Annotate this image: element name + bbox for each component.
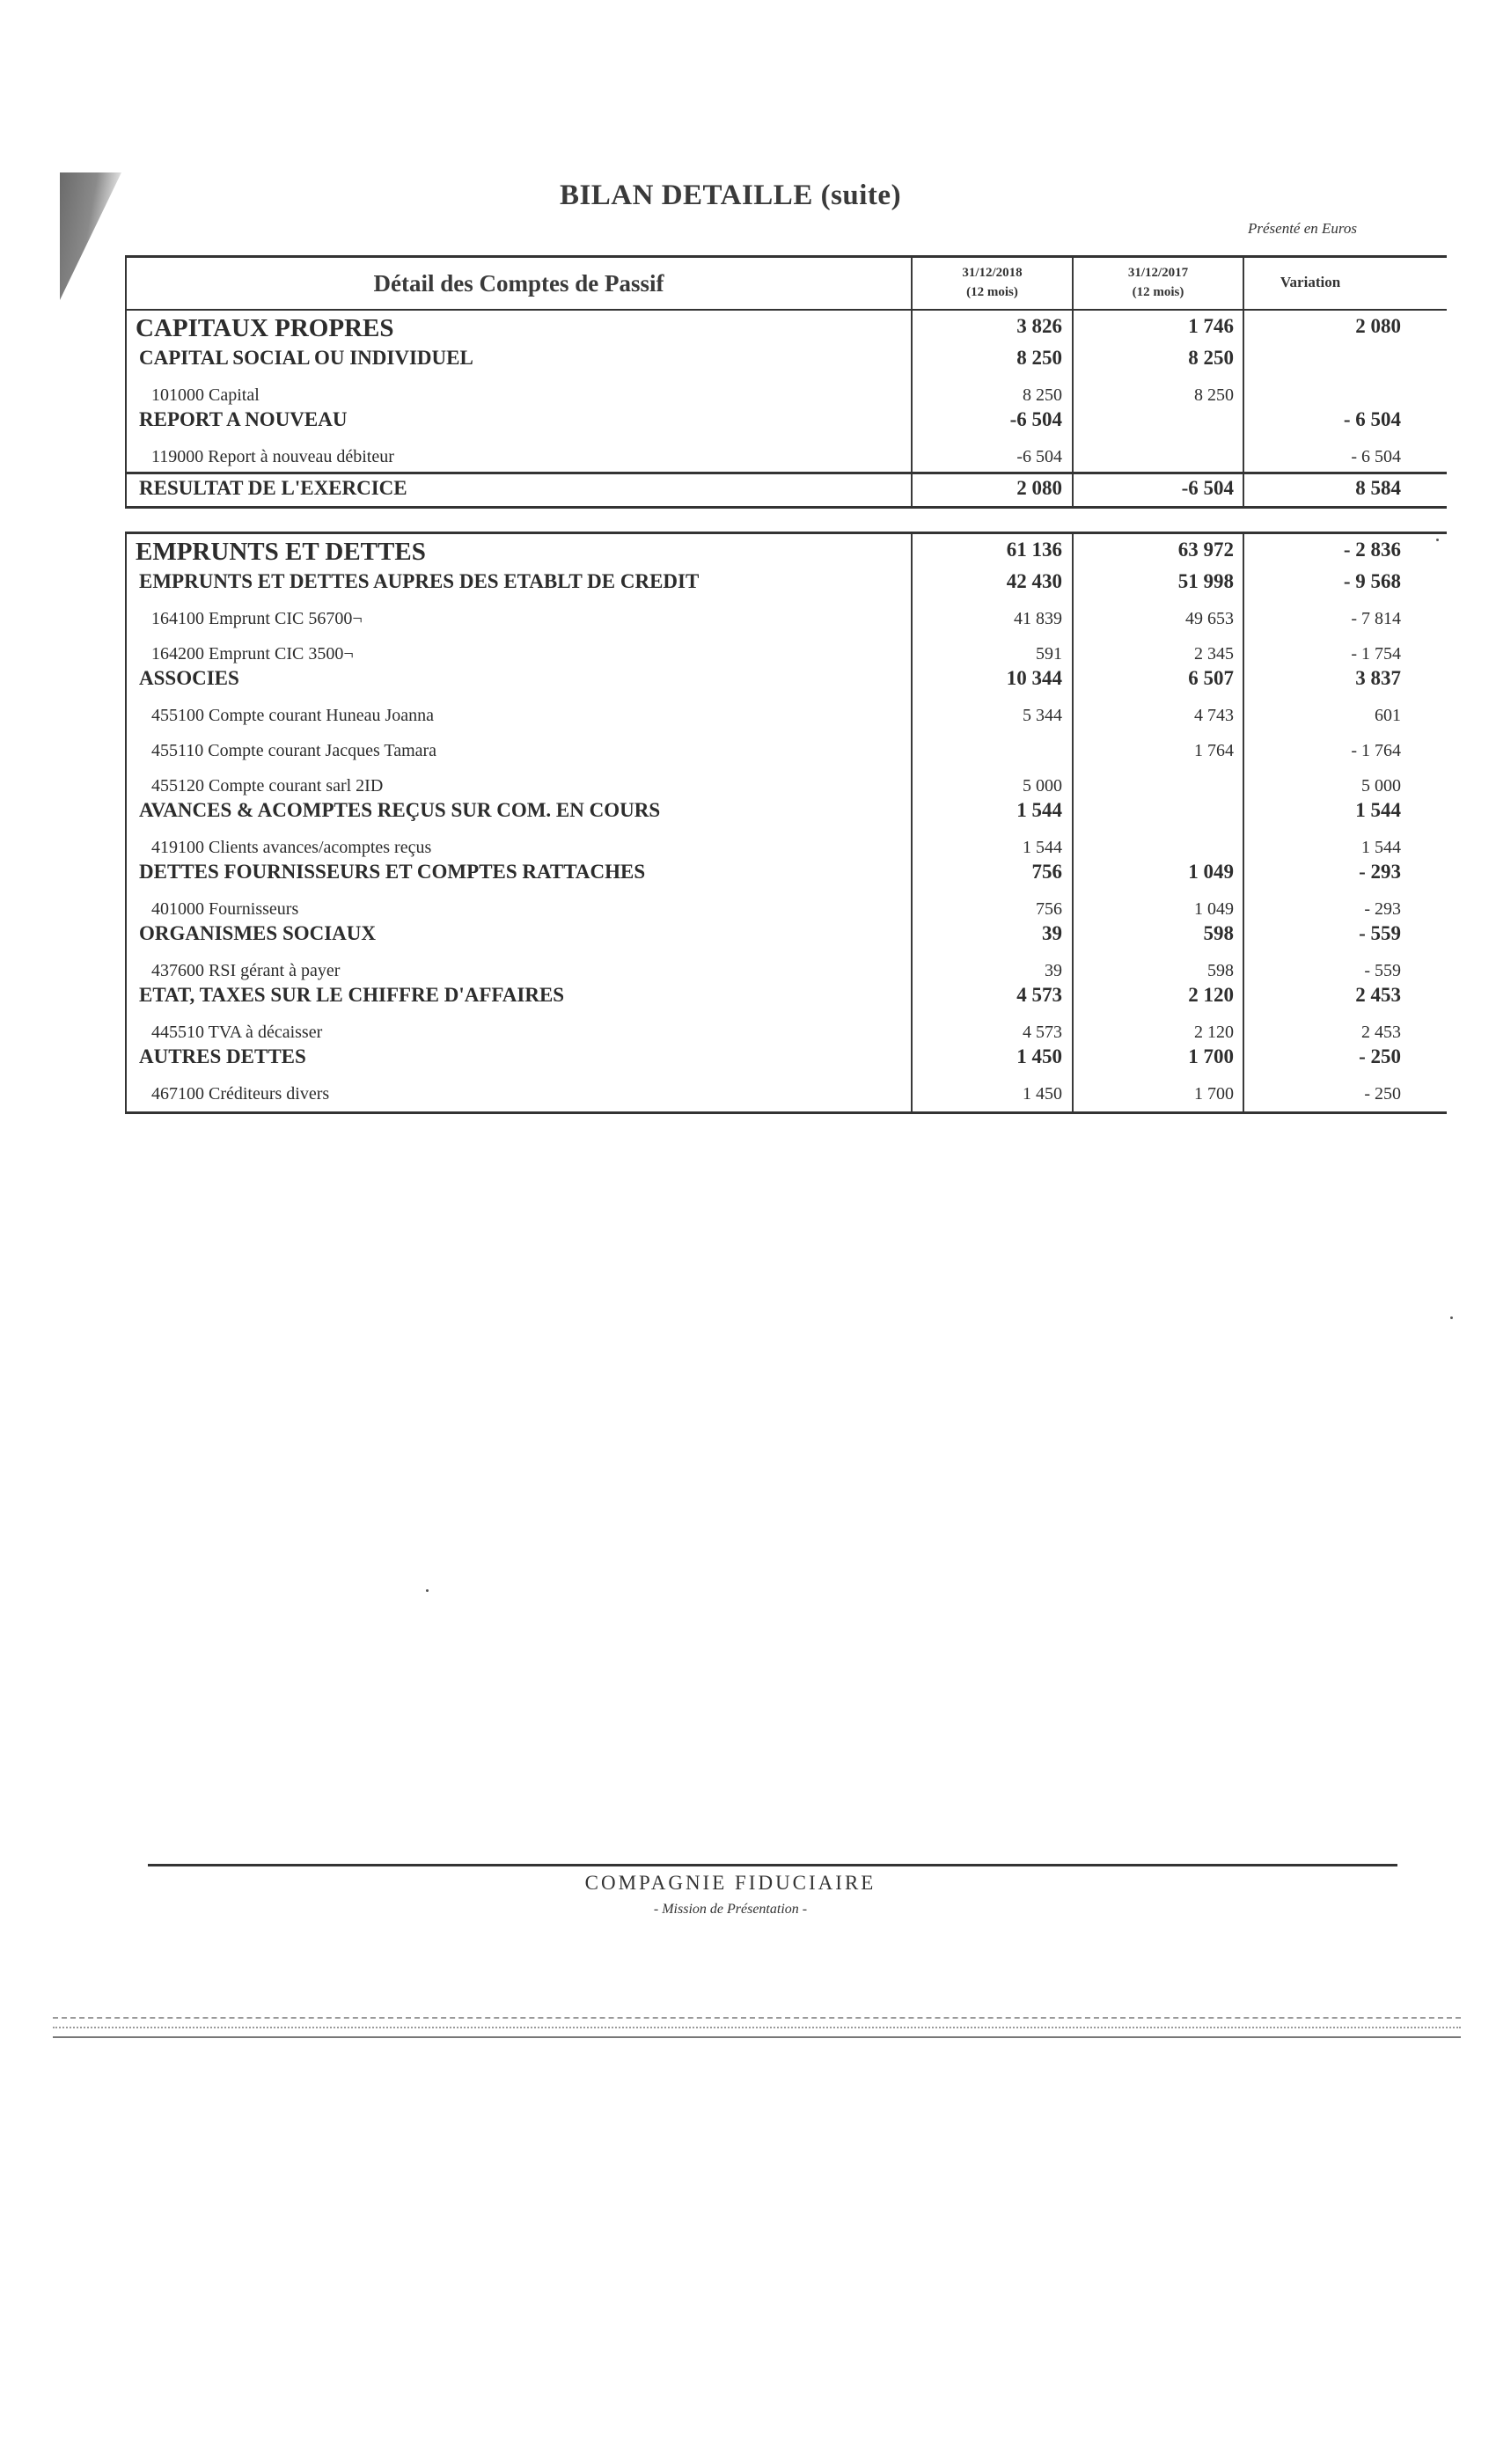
account-label: 455110 Compte courant Jacques Tamara: [151, 741, 437, 760]
category-label: ASSOCIES: [139, 667, 239, 689]
value-2018: 1 544: [1023, 838, 1062, 857]
value-variation: - 6 504: [1343, 408, 1401, 430]
value-2017: 51 998: [1177, 570, 1234, 592]
account-label: 445510 TVA à décaisser: [151, 1023, 323, 1042]
value-2018: -6 504: [1016, 447, 1062, 466]
value-2018: 4 573: [1023, 1023, 1062, 1042]
section-capitaux-propres: [125, 311, 1447, 509]
table-row: [127, 476, 1447, 502]
scan-speck: [1450, 1316, 1453, 1319]
scan-noise-line: [53, 2017, 1461, 2019]
account-label: 401000 Fournisseurs: [151, 899, 299, 919]
value-2017: 1 700: [1188, 1045, 1234, 1067]
footer-company: COMPAGNIE FIDUCIAIRE: [584, 1872, 876, 1894]
scan-noise-line: [53, 2036, 1461, 2038]
account-label: 101000 Capital: [151, 385, 260, 405]
row-divider: [127, 472, 1447, 474]
value-2017: 1 700: [1194, 1084, 1234, 1104]
value-variation: 1 544: [1361, 838, 1401, 857]
value-variation: 3 837: [1355, 667, 1401, 689]
value-2018: 41 839: [1014, 609, 1062, 628]
table-row: [127, 898, 1447, 921]
value-2018: 5 000: [1023, 776, 1062, 796]
category-label: EMPRUNTS ET DETTES: [136, 538, 426, 566]
value-2017: 1 746: [1188, 315, 1234, 337]
value-variation: - 250: [1359, 1045, 1401, 1067]
value-2018: 591: [1036, 644, 1062, 664]
value-2018: 1 544: [1016, 799, 1062, 821]
category-label: AUTRES DETTES: [139, 1045, 306, 1067]
account-label: 419100 Clients avances/acomptes reçus: [151, 838, 432, 857]
account-label: 164200 Emprunt CIC 3500¬: [151, 644, 354, 664]
value-variation: 1 544: [1355, 799, 1401, 821]
table-row: [127, 569, 1447, 596]
value-2018: 39: [1045, 961, 1062, 980]
table-row: [127, 1045, 1447, 1071]
header-col-2018-period: (12 mois): [966, 285, 1018, 299]
table-row: [127, 385, 1447, 407]
value-variation: - 559: [1359, 922, 1401, 944]
value-2018: 756: [1031, 861, 1062, 883]
value-variation: 8 584: [1355, 477, 1401, 499]
value-variation: 2 453: [1355, 984, 1401, 1006]
table-row: [127, 346, 1447, 372]
value-2018: 3 826: [1016, 315, 1062, 337]
table-row: [127, 608, 1447, 631]
table-row: [127, 960, 1447, 983]
table-row: [127, 705, 1447, 728]
table-row: [127, 921, 1447, 948]
value-2018: 1 450: [1023, 1084, 1062, 1104]
value-2018: 39: [1042, 922, 1062, 944]
table-row: [127, 314, 1447, 346]
scan-speck: [426, 1589, 429, 1592]
value-2017: 2 120: [1188, 984, 1234, 1006]
category-label: CAPITAL SOCIAL OU INDIVIDUEL: [139, 347, 473, 369]
table-row: [127, 740, 1447, 763]
header-col-2018: [913, 263, 1072, 302]
table-row: [127, 1083, 1447, 1106]
header-col-2017-period: (12 mois): [1132, 285, 1184, 299]
value-variation: - 1 754: [1351, 644, 1401, 664]
value-2017: 2 345: [1194, 644, 1234, 664]
table-row: [127, 666, 1447, 693]
header-col-variation: Variation: [1280, 274, 1341, 290]
value-2018: 4 573: [1016, 984, 1062, 1006]
section-emprunts-dettes: [125, 532, 1447, 1114]
footer-rule: [148, 1864, 1397, 1866]
value-variation: - 9 568: [1343, 570, 1401, 592]
value-2018: 10 344: [1006, 667, 1062, 689]
header-col-2017-date: 31/12/2017: [1127, 266, 1189, 280]
table-row: [127, 446, 1447, 469]
value-2017: 63 972: [1177, 539, 1234, 561]
value-2017: 8 250: [1188, 347, 1234, 369]
value-2018: 61 136: [1006, 539, 1062, 561]
header-col-2017: [1074, 263, 1243, 302]
value-2017: 1 049: [1194, 899, 1234, 919]
account-label: 119000 Report à nouveau débiteur: [151, 447, 394, 466]
value-variation: - 293: [1359, 861, 1401, 883]
footer-mission: - Mission de Présentation -: [653, 1902, 808, 1917]
currency-note: Présenté en Euros: [1248, 220, 1358, 237]
table-row: [127, 860, 1447, 886]
value-variation: - 2 836: [1343, 539, 1401, 561]
account-label: 437600 RSI gérant à payer: [151, 961, 341, 980]
category-label: ORGANISMES SOCIAUX: [139, 922, 377, 944]
value-variation: 2 080: [1355, 315, 1401, 337]
category-label: CAPITAUX PROPRES: [136, 314, 394, 342]
category-label: AVANCES & ACOMPTES REÇUS SUR COM. EN COURS: [139, 799, 661, 821]
header-label: Détail des Comptes de Passif: [373, 270, 664, 297]
account-label: 164100 Emprunt CIC 56700¬: [151, 609, 363, 628]
table-row: [127, 798, 1447, 825]
value-2017: 598: [1207, 961, 1234, 980]
table-row: [127, 538, 1447, 569]
value-2018: 2 080: [1016, 477, 1062, 499]
value-2017: 2 120: [1194, 1023, 1234, 1042]
value-2017: 6 507: [1188, 667, 1234, 689]
scan-speck: [1436, 539, 1439, 541]
value-variation: 5 000: [1361, 776, 1401, 796]
value-2017: 1 049: [1188, 861, 1234, 883]
table-row: [127, 1022, 1447, 1045]
value-2017: -6 504: [1181, 477, 1234, 499]
account-label: 467100 Créditeurs divers: [151, 1084, 330, 1104]
table-row: [127, 775, 1447, 798]
value-variation: 2 453: [1361, 1023, 1401, 1042]
category-label: ETAT, TAXES SUR LE CHIFFRE D'AFFAIRES: [139, 984, 565, 1006]
value-2018: 8 250: [1023, 385, 1062, 405]
value-2017: 598: [1203, 922, 1234, 944]
table-header: [125, 255, 1447, 311]
category-label: EMPRUNTS ET DETTES AUPRES DES ETABLT DE CREDIT: [139, 570, 700, 592]
value-2018: 42 430: [1006, 570, 1062, 592]
value-2018: 5 344: [1023, 706, 1062, 725]
value-variation: - 559: [1364, 961, 1401, 980]
value-variation: - 6 504: [1351, 447, 1401, 466]
table-row: [127, 407, 1447, 434]
category-label: DETTES FOURNISSEURS ET COMPTES RATTACHES: [139, 861, 646, 883]
value-2018: 8 250: [1016, 347, 1062, 369]
value-2018: 1 450: [1016, 1045, 1062, 1067]
value-variation: - 1 764: [1351, 741, 1401, 760]
category-label: RESULTAT DE L'EXERCICE: [139, 477, 407, 499]
value-variation: - 7 814: [1351, 609, 1401, 628]
scan-noise-line: [53, 2027, 1461, 2028]
table-row: [127, 643, 1447, 666]
value-variation: - 250: [1364, 1084, 1401, 1104]
value-2017: 8 250: [1194, 385, 1234, 405]
value-2017: 1 764: [1194, 741, 1234, 760]
value-2017: 4 743: [1194, 706, 1234, 725]
category-label: REPORT A NOUVEAU: [139, 408, 348, 430]
value-2017: 49 653: [1185, 609, 1234, 628]
account-label: 455100 Compte courant Huneau Joanna: [151, 706, 435, 725]
value-2018: -6 504: [1009, 408, 1062, 430]
table-row: [127, 983, 1447, 1009]
page-title: BILAN DETAILLE (suite): [559, 180, 902, 211]
value-2018: 756: [1036, 899, 1062, 919]
table-row: [127, 837, 1447, 860]
header-col-2018-date: 31/12/2018: [962, 266, 1023, 280]
value-variation: 601: [1375, 706, 1401, 725]
account-label: 455120 Compte courant sarl 2ID: [151, 776, 384, 796]
value-variation: - 293: [1364, 899, 1401, 919]
